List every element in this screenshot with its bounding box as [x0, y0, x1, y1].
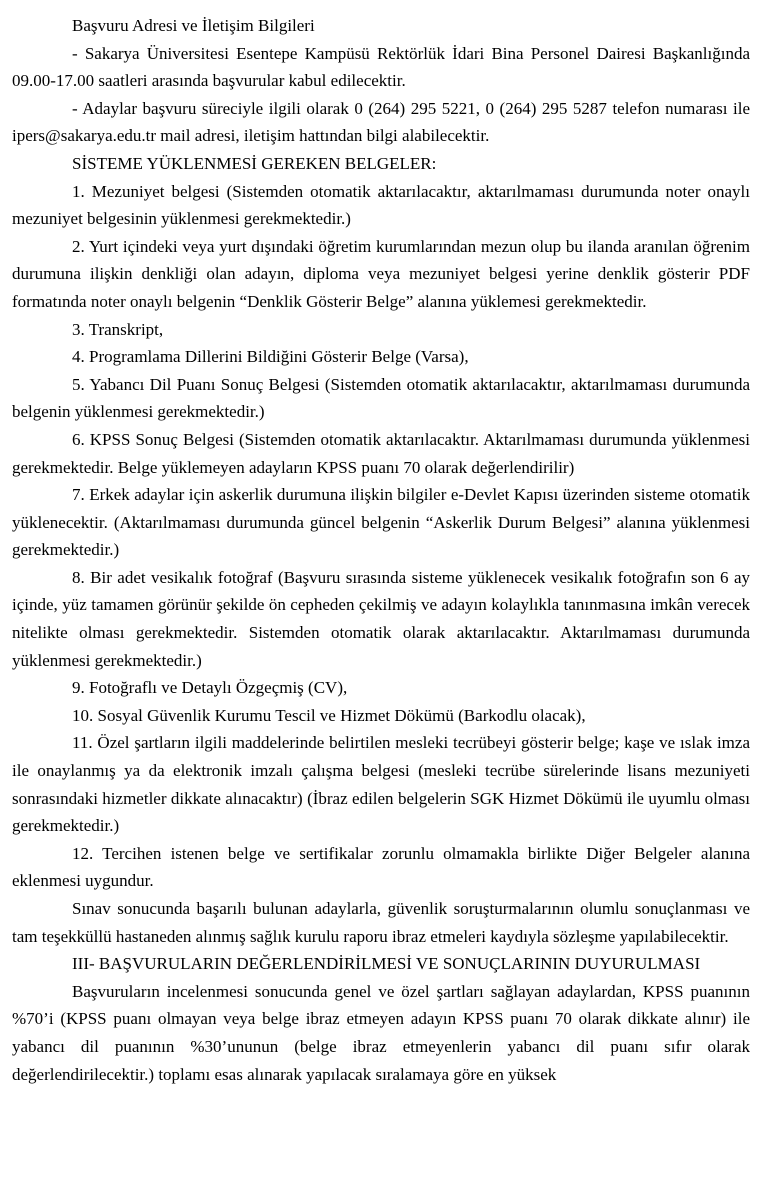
- document-page: [12, 12, 750, 1088]
- document-item-11: 11. Özel şartların ilgili maddelerinde belirtilen mesleki tecrübeyi gösterir belge; kaşe ve ıslak imza ile onaylanmış ya da elektronik imzalı çalışma belgesi (mesleki tecrübe sürelerinde lisans mezuniyeti sonrasındaki hizmetler dikkate alınacaktır) (İbraz edilen belgelerin SGK Hizmet Dökümü ile uyumlu olması gerekmektedir.): [12, 733, 750, 836]
- contact-heading: Başvuru Adresi ve İletişim Bilgileri: [72, 16, 315, 35]
- document-item-9: 9. Fotoğraflı ve Detaylı Özgeçmiş (CV),: [72, 678, 348, 698]
- document-item-10: 10. Sosyal Güvenlik Kurumu Tescil ve Hizmet Dökümü (Barkodlu olacak),: [72, 705, 586, 725]
- document-item-2: 2. Yurt içindeki veya yurt dışındaki öğretim kurumlarından mezun olup bu ilanda aranılan öğrenim durumuna ilişkin denkliği olan adayın, diploma veya mezuniyet belgesi yerine denklik gösterir PDF formatında noter onaylı belgenin “Denklik Gösterir Belge” alanına yüklemesi gerekmektedir.: [12, 236, 750, 311]
- document-item-12: 12. Tercihen istenen belge ve sertifikalar zorunlu olmamakla birlikte Diğer Belgeler alanına eklenmesi uygundur.: [12, 843, 750, 891]
- contact-info: - Adaylar başvuru süreciyle ilgili olarak 0 (264) 295 5221, 0 (264) 295 5287 telefon numarası ile ipers@sakarya.edu.tr mail adresi, iletişim hattından bilgi alabilecektir.: [12, 98, 750, 146]
- document-item-5: 5. Yabancı Dil Puanı Sonuç Belgesi (Sistemden otomatik aktarılacaktır, aktarılmaması durumunda belgenin yüklenmesi gerekmektedir.): [12, 374, 750, 422]
- document-item-4: 4. Programlama Dillerini Bildiğini Gösterir Belge (Varsa),: [72, 347, 469, 367]
- documents-heading: SİSTEME YÜKLENMESİ GEREKEN BELGELER:: [72, 153, 437, 173]
- document-item-1: 1. Mezuniyet belgesi (Sistemden otomatik aktarılacaktır, aktarılmaması durumunda noter onaylı mezuniyet belgesinin yüklenmesi gerekmektedir.): [12, 181, 750, 229]
- document-item-8: 8. Bir adet vesikalık fotoğraf (Başvuru sırasında sisteme yüklenecek vesikalık fotoğrafın son 6 ay içinde, yüz tamamen görünür şekilde ön cepheden çekilmiş ve adayın kolaylıkla tanınmasına imkân verecek nitelikte olması gerekmektedir. Sistemden otomatik olarak aktarılacaktır. Aktarılmaması durumunda yüklenmesi gerekmektedir.): [12, 567, 750, 670]
- document-item-6: 6. KPSS Sonuç Belgesi (Sistemden otomatik aktarılacaktır. Aktarılmaması durumunda yüklenmesi gerekmektedir. Belge yüklemeyen adayların KPSS puanı 70 olarak değerlendirilir): [12, 429, 750, 477]
- document-item-3: 3. Transkript,: [72, 319, 164, 339]
- evaluation-paragraph: Başvuruların incelenmesi sonucunda genel ve özel şartları sağlayan adaylardan, KPSS puanının %70’i (KPSS puanı olmayan veya belge ibraz etmeyen adayın KPSS puanı 70 olarak dikkate alınır) ile yabancı dil puanının %30’ununun (belge ibraz etmeyenlerin yabancı dil puanı sıfır olarak değerlendirilecektir.) toplamı esas alınarak yapılacak sıralamaya göre en yüksek: [12, 981, 750, 1084]
- contract-paragraph: Sınav sonucunda başarılı bulunan adaylarla, güvenlik soruşturmalarının olumlu sonuçlanması ve tam teşekküllü hastaneden alınmış sağlık kurulu raporu ibraz etmeleri kaydıyla sözleşme yapılabilecektir.: [12, 899, 750, 946]
- application-address: - Sakarya Üniversitesi Esentepe Kampüsü Rektörlük İdari Bina Personel Dairesi Başkanlığında 09.00-17.00 saatleri arasında başvurular kabul edilecektir.: [12, 43, 750, 91]
- section-heading-evaluation: III- BAŞVURULARIN DEĞERLENDİRİLMESİ VE SONUÇLARININ DUYURULMASI: [72, 954, 701, 974]
- document-item-7: 7. Erkek adaylar için askerlik durumuna ilişkin bilgiler e-Devlet Kapısı üzerinden sisteme otomatik yüklenecektir. (Aktarılmaması durumunda güncel belgenin “Askerlik Durum Belgesi” alanına yüklenmesi gerekmektedir.): [12, 485, 750, 560]
